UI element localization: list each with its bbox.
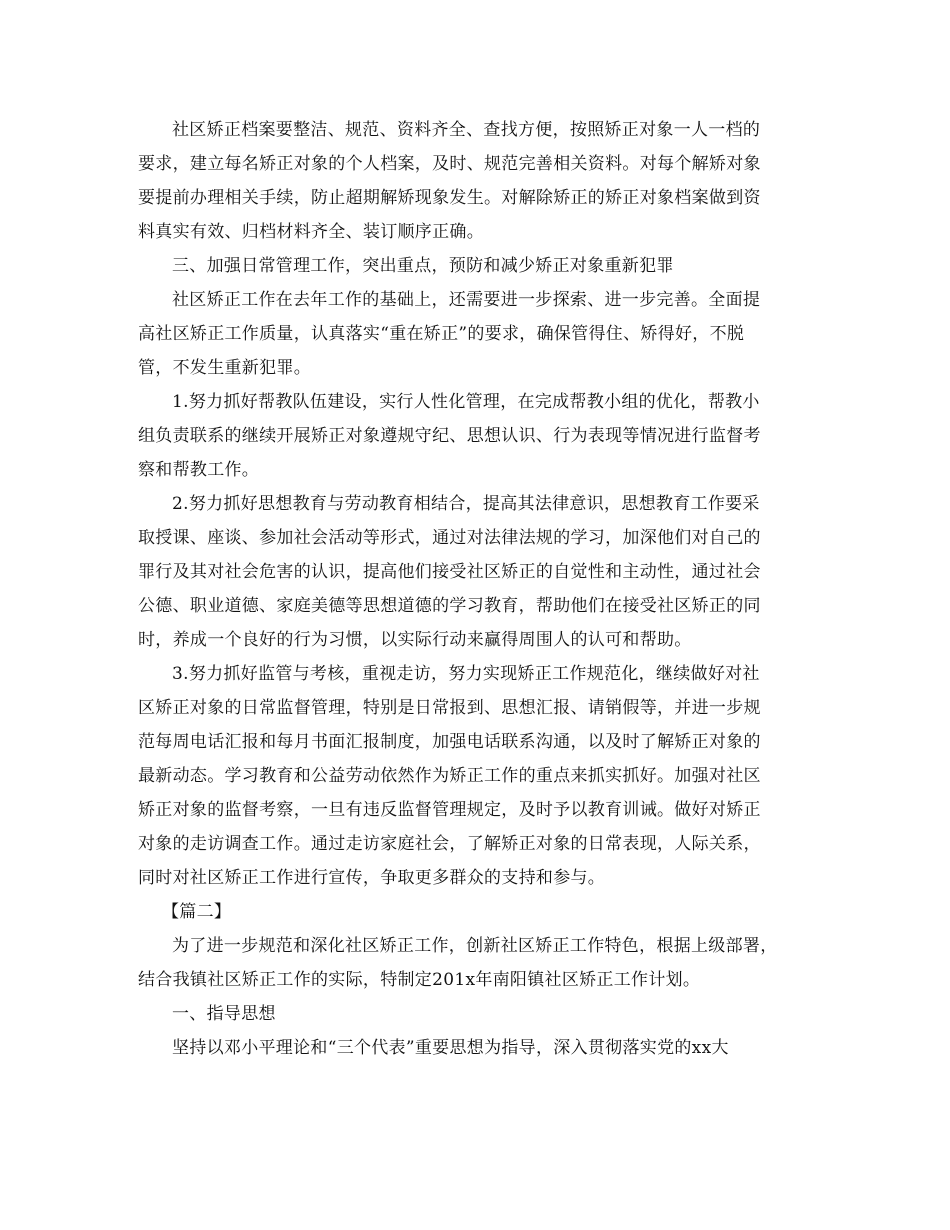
paragraph-item-1: [138, 385, 818, 487]
text-line: 为了进一步规范和深化社区矫正工作，创新社区矫正工作特色，根据上级部署，: [172, 936, 778, 956]
text-line: 要求，建立每名矫正对象的个人档案，及时、规范完善相关资料。对每个解矫对象: [138, 154, 761, 174]
document-body: [138, 113, 818, 1065]
section-heading-guiding-ideology: [138, 997, 818, 1031]
paragraph-plan-intro: [138, 929, 818, 997]
text-line: 区矫正对象的日常监督管理，特别是日常报到、思想汇报、请销假等，并进一步规: [138, 698, 761, 718]
text-line: 察和帮教工作。: [138, 460, 260, 480]
paragraph-correction-quality: [138, 283, 818, 385]
text-line: 料真实有效、归档材料齐全、装订顺序正确。: [138, 222, 484, 242]
text-line: 社区矫正工作在去年工作的基础上，还需要进一步探索、进一步完善。全面提: [172, 290, 761, 310]
text-line: 范每周电话汇报和每月书面汇报制度，加强电话联系沟通，以及时了解矫正对象的: [138, 732, 761, 752]
text-line: 社区矫正档案要整洁、规范、资料齐全、查找方便，按照矫正对象一人一档的: [172, 120, 761, 140]
text-line: 高社区矫正工作质量，认真落实“重在矫正”的要求，确保管得住、矫得好，不脱: [138, 324, 745, 344]
text-line: 三、加强日常管理工作，突出重点，预防和减少矫正对象重新犯罪: [172, 256, 674, 276]
text-line: 管，不发生重新犯罪。: [138, 358, 311, 378]
section-heading-daily-management: [138, 249, 818, 283]
text-line: 同时对社区矫正工作进行宣传，争取更多群众的支持和参与。: [138, 868, 606, 888]
paragraph-item-3: [138, 657, 818, 895]
text-line: 坚持以邓小平理论和“三个代表”重要思想为指导，深入贯彻落实党的xx大: [172, 1038, 729, 1058]
text-line: 3.努力抓好监管与考核，重视走访，努力实现矫正工作规范化，继续做好对社: [172, 664, 760, 684]
text-line: 2.努力抓好思想教育与劳动教育相结合，提高其法律意识，思想教育工作要采: [172, 494, 760, 514]
text-line: 最新动态。学习教育和公益劳动依然作为矫正工作的重点来抓实抓好。加强对社区: [138, 766, 761, 786]
paragraph-guiding-ideology: [138, 1031, 818, 1065]
text-line: 对象的走访调查工作。通过走访家庭社会，了解矫正对象的日常表现，人际关系，: [138, 834, 761, 854]
text-line: 1.努力抓好帮教队伍建设，实行人性化管理，在完成帮教小组的优化，帮教小: [172, 392, 760, 412]
text-line: 【篇二】: [162, 902, 232, 922]
text-line: 组负责联系的继续开展矫正对象遵规守纪、思想认识、行为表现等情况进行监督考: [138, 426, 761, 446]
text-line: 要提前办理相关手续，防止超期解矫现象发生。对解除矫正的矫正对象档案做到资: [138, 188, 761, 208]
text-line: 时，养成一个良好的行为习惯，以实际行动来赢得周围人的认可和帮助。: [138, 630, 692, 650]
text-line: 一、指导思想: [172, 1004, 276, 1024]
paragraph-item-2: [138, 487, 818, 657]
section-heading-part-two: [138, 895, 818, 929]
text-line: 罪行及其对社会危害的认识，提高他们接受社区矫正的自觉性和主动性，通过社会: [138, 562, 761, 582]
text-line: 结合我镇社区矫正工作的实际，特制定201x年南阳镇社区矫正工作计划。: [138, 970, 701, 990]
text-line: 矫正对象的监督考察，一旦有违反监督管理规定，及时予以教育训诫。做好对矫正: [138, 800, 761, 820]
text-line: 取授课、座谈、参加社会活动等形式，通过对法律法规的学习，加深他们对自己的: [138, 528, 761, 548]
text-line: 公德、职业道德、家庭美德等思想道德的学习教育，帮助他们在接受社区矫正的同: [138, 596, 761, 616]
paragraph-archive-requirements: [138, 113, 818, 249]
